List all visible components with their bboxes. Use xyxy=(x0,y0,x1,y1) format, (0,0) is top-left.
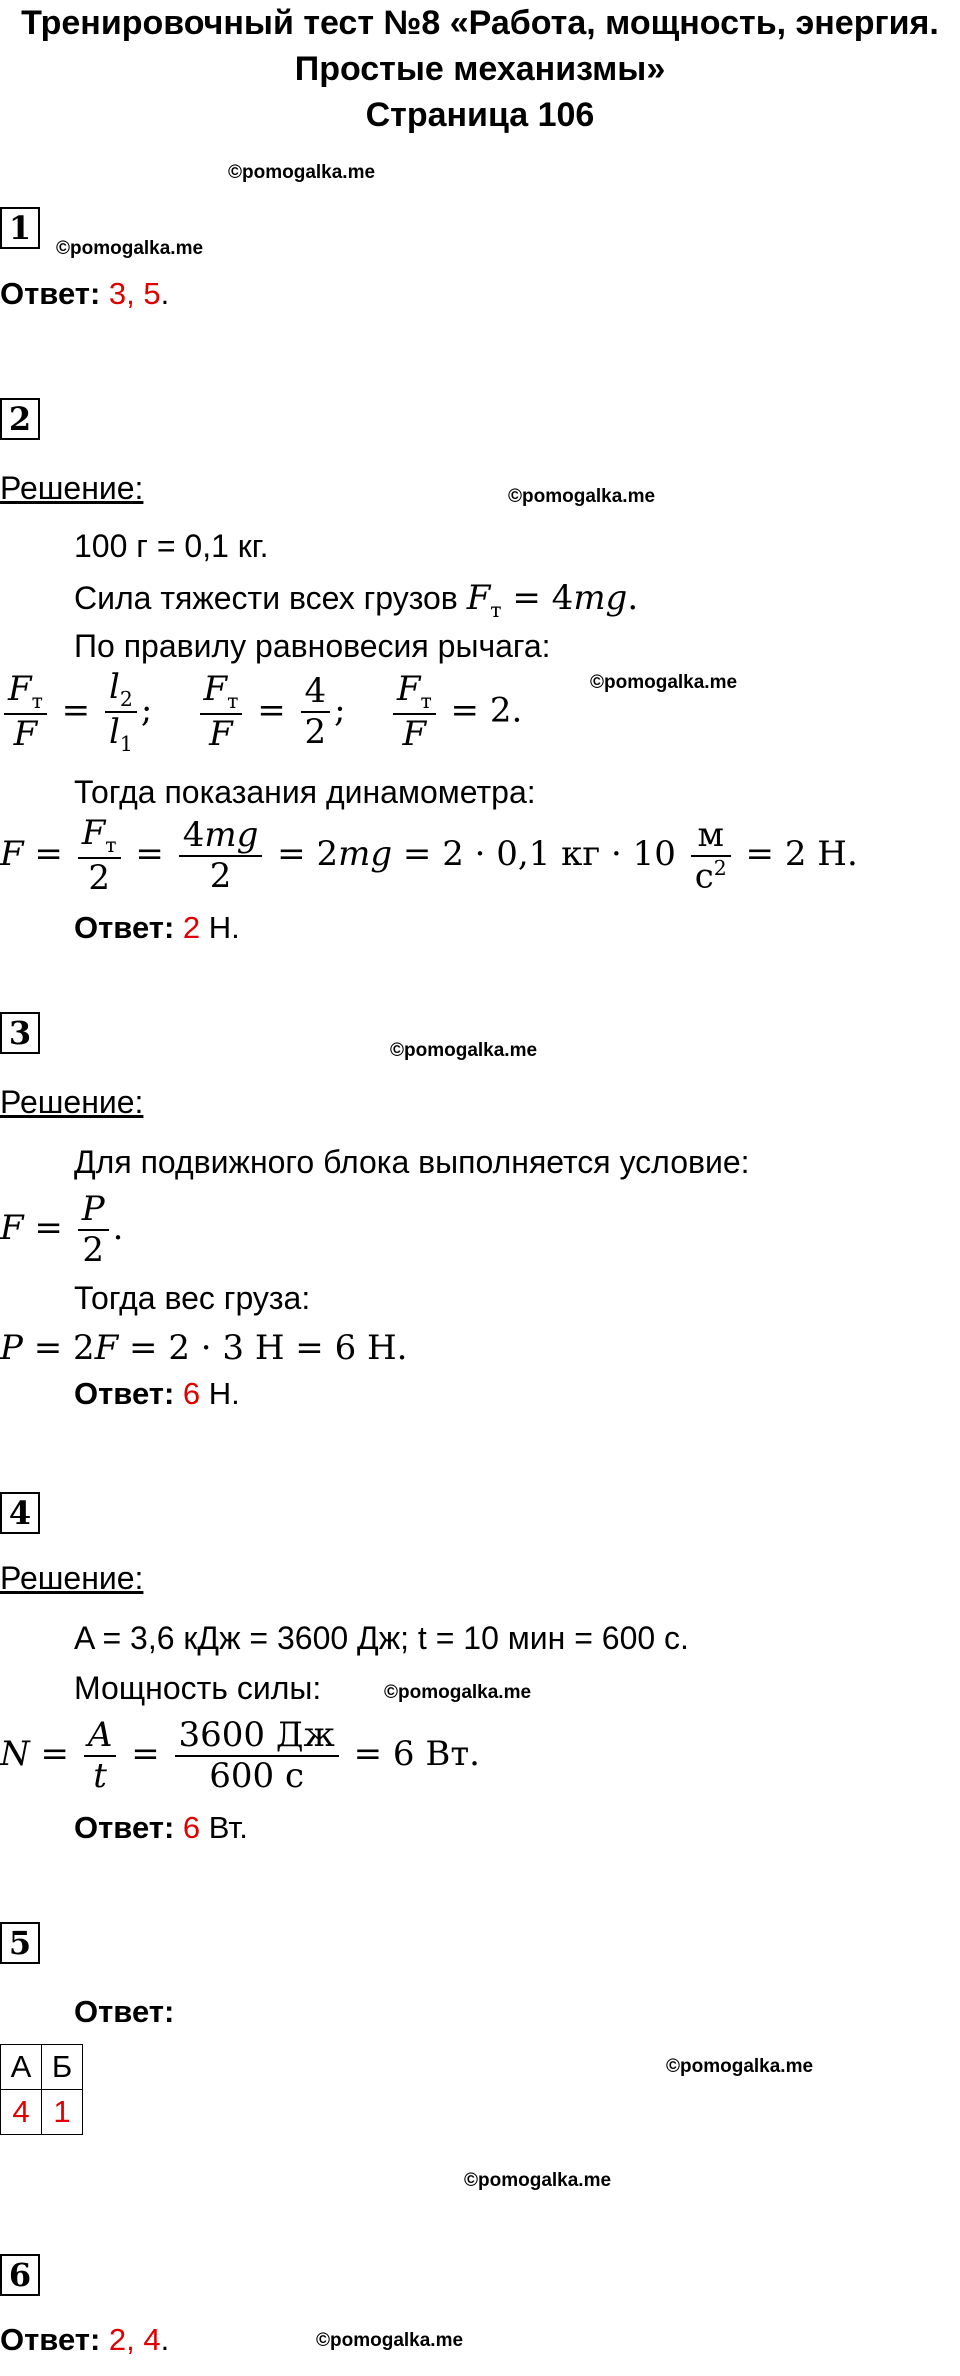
task-6-answer-value: 2, 4 xyxy=(108,2322,161,2357)
answer-label: Ответ: xyxy=(74,910,175,945)
solution-label: Решение: xyxy=(0,1084,144,1120)
watermark: ©pomogalka.me xyxy=(228,162,376,183)
task-3-number: 3 xyxy=(0,1012,40,1054)
lever-equation: $\frac{F_т}{F}$ = $\frac{l_2}{l_1}$ ; $\frac{F_т}{F}$ = $\frac{4}{2}$ ; $\frac{F_т}{F}$ = 2. xyxy=(0,668,522,757)
task-4-answer xyxy=(74,1810,248,1846)
task-2-answer-value: 2 xyxy=(182,910,201,945)
task-4-answer-value: 6 xyxy=(182,1810,201,1845)
task-2-answer-unit: Н. xyxy=(208,910,240,945)
answer-label: Ответ: xyxy=(0,2322,101,2357)
task-1-answer-value: 3, 5 xyxy=(108,276,161,311)
task-2-line-4: Тогда показания динамометра: xyxy=(74,774,536,810)
task-1-answer xyxy=(0,276,169,312)
punctuation: . xyxy=(160,276,170,311)
answer-label: Ответ: xyxy=(74,1810,175,1845)
task-3-answer xyxy=(74,1376,240,1412)
pulley-equation: F = $\frac{P}{2}$ . xyxy=(0,1189,124,1271)
watermark: ©pomogalka.me xyxy=(508,486,656,507)
answer-table xyxy=(0,2044,83,2135)
task-3-answer-value: 6 xyxy=(182,1376,201,1411)
task-4-number: 4 xyxy=(0,1492,40,1534)
answer-label: Ответ: xyxy=(74,1376,175,1411)
answer-table-value-row xyxy=(1,2090,83,2135)
task-3-line-2: Тогда вес груза: xyxy=(74,1280,311,1316)
task-5-number: 5 xyxy=(0,1922,40,1964)
answer-table-header-row xyxy=(1,2045,83,2090)
task-6-answer xyxy=(0,2322,169,2358)
task-4-line-1: A = 3,6 кДж = 3600 Дж; t = 10 мин = 600 с. xyxy=(74,1620,689,1656)
watermark: ©pomogalka.me xyxy=(56,238,204,259)
dynamometer-equation: F = $\frac{F_т}{2}$ = $\frac{4mg}{2}$ = 2mg = 2 · 0,1 кг · 10 $\frac{м}{с^2}$ = 2 Н. xyxy=(0,813,858,899)
watermark: ©pomogalka.me xyxy=(590,672,738,693)
task-6-number: 6 xyxy=(0,2254,40,2296)
watermark: ©pomogalka.me xyxy=(316,2330,464,2351)
page-title-line-3: Страница 106 xyxy=(365,96,595,134)
task-3-line-1: Для подвижного блока выполняется условие: xyxy=(74,1144,750,1180)
gravity-formula: $F_т = 4mg$. xyxy=(466,578,639,622)
task-5-answer xyxy=(74,1994,174,2030)
page-title-line-2: Простые механизмы» xyxy=(294,50,666,88)
task-3-answer-unit: Н. xyxy=(208,1376,240,1411)
task-2-line-2 xyxy=(74,578,638,622)
task-4-line-2: Мощность силы: xyxy=(74,1670,322,1706)
task-2-answer xyxy=(74,910,240,946)
task-2-line-3: По правилу равновесия рычага: xyxy=(74,628,551,664)
task-4-answer-unit: Вт. xyxy=(208,1810,248,1845)
answer-label: Ответ: xyxy=(0,276,101,311)
answer-label: Ответ: xyxy=(74,1994,175,2029)
task-2-number: 2 xyxy=(0,398,40,440)
weight-equation: P = 2F = 2 · 3 Н = 6 Н. xyxy=(0,1328,408,1368)
solution-label: Решение: xyxy=(0,470,144,506)
answer-table-header-a: А xyxy=(1,2045,42,2090)
watermark: ©pomogalka.me xyxy=(666,2056,814,2077)
watermark: ©pomogalka.me xyxy=(464,2170,612,2191)
power-equation: N = $\frac{A}{t}$ = $\frac{3600 Дж}{600 с}$ = 6 Вт. xyxy=(0,1715,480,1797)
punctuation: . xyxy=(160,2322,170,2357)
answer-table-header-b: Б xyxy=(42,2045,83,2090)
watermark: ©pomogalka.me xyxy=(390,1040,538,1061)
task-1-number: 1 xyxy=(0,207,40,249)
answer-table-value-a: 4 xyxy=(1,2090,42,2135)
page-title-line-1: Тренировочный тест №8 «Работа, мощность, энергия. xyxy=(21,4,939,42)
task-2-line-2-text: Сила тяжести всех грузов xyxy=(74,580,458,616)
task-2-line-1: 100 г = 0,1 кг. xyxy=(74,528,269,564)
answer-table-value-b: 1 xyxy=(42,2090,83,2135)
solution-label: Решение: xyxy=(0,1560,144,1596)
watermark: ©pomogalka.me xyxy=(384,1682,532,1703)
